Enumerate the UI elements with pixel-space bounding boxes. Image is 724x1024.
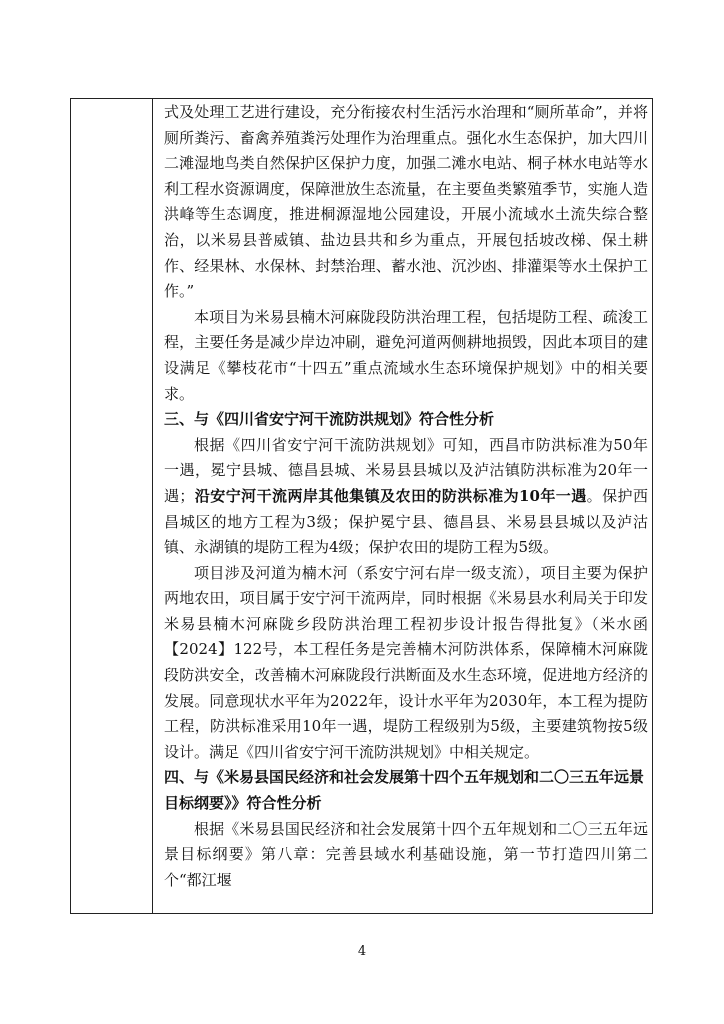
table-column-divider	[152, 98, 153, 914]
paragraph-continuation: 式及处理工艺进行建设，充分衔接农村生活污水治理和“厕所革命”，并将厕所粪污、畜禽养殖粪污处理作为治理重点。强化水生态保护，加大四川二滩湿地鸟类自然保护区保护力度，加强二滩水电站、桐子林水电站等水利工程水资源调度，保障泄放生态流量，在主要鱼类繁殖季节，实施人造洪峰等生态调度，推进桐源湿地公园建设，开展小流域水土流失综合整治，以米易县普威镇、盐边县共和乡为重点，开展包括坡改梯、保土耕作、经果林、水保林、封禁治理、蓄水池、沉沙凼、排灌渠等水土保护工作。”	[164, 103, 648, 301]
section-heading-4: 四、与《米易县国民经济和社会发展第十四个五年规划和二〇三五年远景目标纲要》》符合性分析	[164, 768, 645, 813]
paragraph-flood-standard	[164, 433, 648, 561]
section-heading-3: 三、与《四川省安宁河干流防洪规划》符合性分析	[164, 410, 495, 429]
paragraph-plan-outline: 根据《米易县国民经济和社会发展第十四个五年规划和二〇三五年远景目标纲要》第八章：完善县域水利基础设施，第一节打造四川第二个“都江堰	[164, 819, 648, 889]
flood-standard-bold-text: 沿安宁河干流两岸其他集镇及农田的防洪标准为10年一遇	[194, 486, 587, 505]
page-number: 4	[357, 944, 367, 959]
paragraph-project-compliance: 本项目为米易县楠木河麻陇段防洪治理工程，包括堤防工程、疏浚工程，主要任务是减少岸边冲刷，避免河道两侧耕地损毁，因此本项目的建设满足《攀枝花市“十四五”重点流域水生态环境保护规划》中的相关要求。	[164, 307, 648, 403]
paragraph-river-project: 项目涉及河道为楠木河（系安宁河右岸一级支流），项目主要为保护两地农田，项目属于安宁河干流两岸，同时根据《米易县水利局关于印发米易县楠木河麻陇乡段防洪治理工程初步设计报告得批复》（米水函【2024】122号，本工程任务是完善楠木河防洪体系，保障楠木河麻陇段防洪安全，改善楠木河麻陇段行洪断面及水生态环境，促进地方经济的发展。同意现状水平年为2022年，设计水平年为2030年，本工程为提防工程，防洪标准采用10年一遇，堤防工程级别为5级，主要建筑物按5级设计。满足《四川省安宁河干流防洪规划》中相关规定。	[164, 563, 648, 761]
flood-standard-text-c: 。保护西昌城区的地方工程为3级；保护冕宁县、德昌县、米易县县城以及泸沽镇、永湖镇的堤防工程为4级；保护农田的堤防工程为5级。	[164, 486, 648, 557]
table-content-cell	[164, 100, 648, 893]
flood-standard-text-a: 根据《四川省安宁河干流防洪规划》可知，西昌市防洪标准为50年一遇，冕宁县城、德昌县城、米易县县城以及泸沽镇防洪标准为20年一遇；	[164, 435, 648, 505]
